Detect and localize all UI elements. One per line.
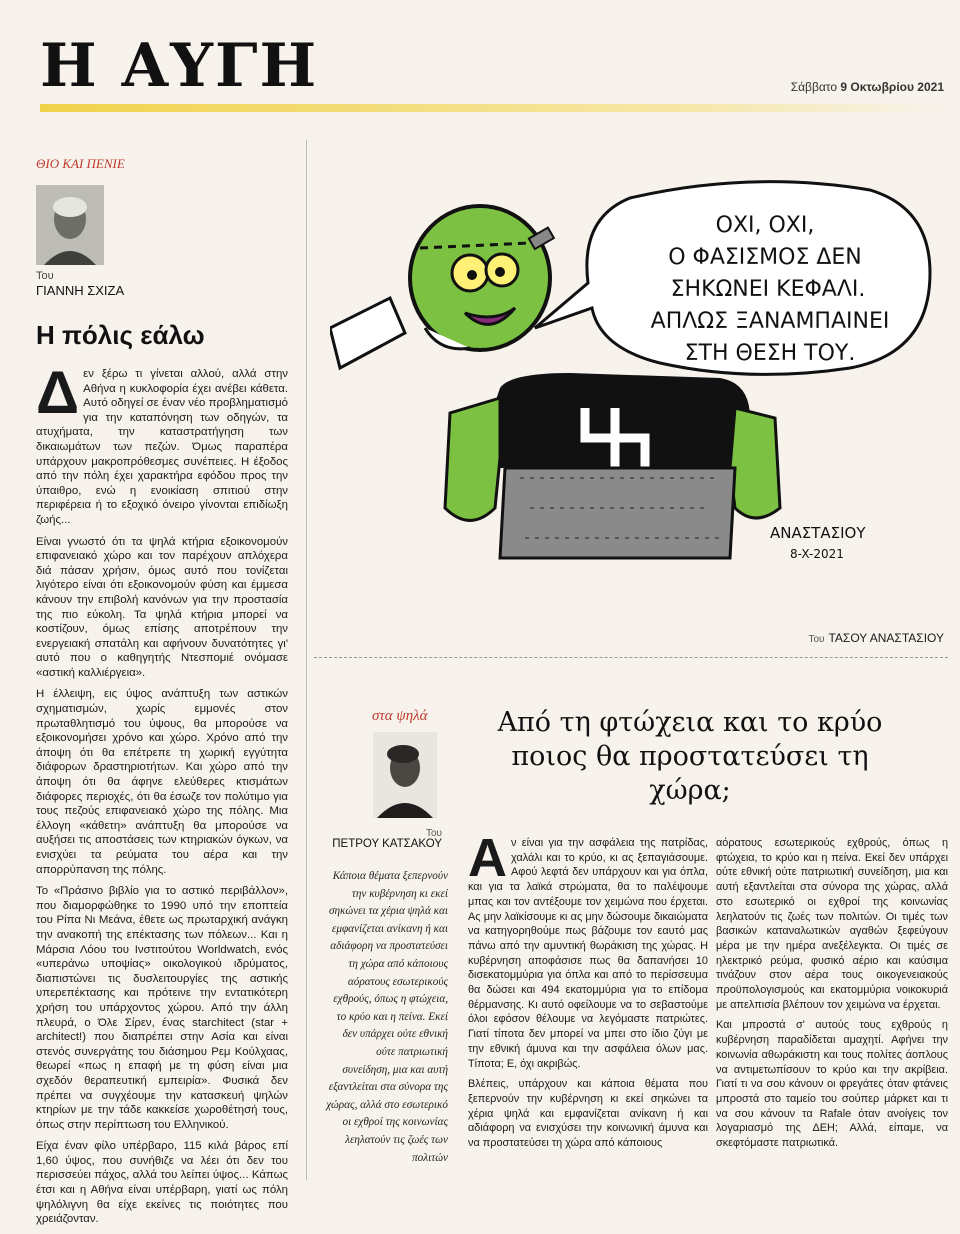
column-paragraph: Το «Πράσινο βιβλίο για το αστικό περιβάλλον», που διαμορφώθηκε το 1990 υπό την εποπτεία του Ρίπα Νι Μεάνα, έθετε ως πρωταρχική ανάγκη την ανακοπή της επέκτασης των πόλεων... Και η Μάρσια Λόου του Ινστιτούτου Worldwatch, ενός «υπεράνω υποψίας» οικολογικού ιδρύματος, διαπιστώνει τις δυσλειτουργίες της αστικής υπερεπέκτασης και πρότεινε την εντατικότερη χρήση του υπάρχοντος χώρου. Από την άλλη πλευρά, ο Όλε Σίρεν, ένας starchitect (star + architect!) που διαπρέπει στην Ασία και είναι στενός συνεργάτης του διάσημου Ρεμ Κούλχαας, θεωρεί «πως η επαφή με τη φύση είναι μια σχεδόν θεραπευτική εμπειρία». Φυσικά δεν πρέπει να συγχέουμε την κατασκευή ψηλών κτηρίων με την τάδε κακκείσε χωροθέτησή τους, όπως στην περίπτωση του Ελληνικού.	[36, 885, 288, 1131]
cartoonist-signature	[770, 524, 866, 561]
feature-column-2	[716, 836, 948, 1157]
column-kicker: ΘΙΟ ΚΑΙ ΠΕΝΙΕ	[36, 156, 125, 171]
column-body	[36, 359, 288, 1234]
cartoon-credit-name: ΤΑΣΟΥ ΑΝΑΣΤΑΣΙΟΥ	[828, 631, 944, 645]
column-paragraph: Είχα έναν φίλο υπέρβαρο, 115 κιλά βάρος επί 1,60 ύψος, που συνήθιζε να λέει ότι δεν του περισσεύει πάχος, αλλά του λείπει ύψος... Κάπως έτσι και η Αθήνα είναι υπέρβαρη, γιατί ως πόλη ψηλόλιγνη θα είχε εκείνες τις ποιότητες που χρειάζονταν.	[36, 1140, 288, 1226]
feature-byline-prefix: Του	[425, 828, 442, 839]
feature-author: ΠΕΤΡΟΥ ΚΑΤΣΑΚΟΥ	[332, 838, 442, 850]
speech-line: ΟΧΙ, ΟΧΙ,	[715, 213, 815, 238]
feature-kicker: στα ψηλά	[372, 708, 428, 724]
speech-line: ΑΠΛΩΣ ΞΑΝΑΜΠΑΙΝΕΙ	[650, 309, 890, 334]
cartoon-credit	[808, 631, 944, 645]
issue-date	[791, 80, 944, 94]
svg-text:ΑΝΑΣΤΑΣΙΟΥ: ΑΝΑΣΤΑΣΙΟΥ	[770, 524, 866, 542]
issue-day: Σάββατο	[790, 80, 838, 94]
body-figure	[445, 373, 780, 558]
speech-line: Ο ΦΑΣΙΣΜΟΣ ΔΕΝ	[668, 245, 862, 270]
column-author: ΓΙΑΝΝΗ ΣΧΙΖΑ	[36, 283, 125, 298]
column-byline-prefix: Του	[36, 270, 54, 282]
feature-dropcap: Α	[468, 828, 507, 888]
feature-column-1	[468, 828, 708, 1157]
column-title: Η πόλις εάλω	[36, 320, 205, 350]
held-head	[330, 206, 554, 368]
cartoon-credit-prefix: Του	[808, 634, 825, 645]
speech-line: ΣΤΗ ΘΕΣΗ ΤΟΥ.	[684, 341, 856, 366]
feature-paragraph: Βλέπεις, υπάρχουν και κάποια θέματα που ξεπερνούν την κυβέρνηση κι εκεί σηκώνει τα χέρια ψηλά και εμφανίζεται ανίκανη ή και αδιάφορη να ενισχύσει την κοινωνική άμυνα και να προστατεύσει τη χώρα από κάποιους	[468, 1078, 708, 1150]
column-divider	[306, 140, 307, 1180]
political-cartoon	[330, 178, 940, 598]
feature-author-photo	[373, 732, 437, 818]
feature-pullquote: Κάποια θέματα ξεπερνούν την κυβέρνηση κι εκεί σηκώνει τα χέρια ψηλά και εμφανίζεται ανίκανη ή και αδιάφορη να προστατεύσει τη χώρα από κάποιους αόρατους εσωτερικούς εχθρούς, όπως η φτώχεια, το κρύο και η πείνα. Εκεί δεν υπάρχει ούτε εθνική ούτε πατριωτική συνείδηση, μια και αυτή εξαντλείται στα σύνορα της χώρας, αλλά στο εσωτερικό οι εχθροί της κοινωνίας λεηλατούν τις ζωές των πολιτών	[326, 870, 448, 1164]
speech-line: ΣΗΚΩΝΕΙ ΚΕΦΑΛΙ.	[670, 277, 866, 302]
column-dropcap: Δ	[36, 359, 80, 426]
svg-text:8-X-2021: 8-X-2021	[790, 547, 844, 561]
masthead-rule	[40, 104, 948, 112]
column-paragraph: Η έλλειψη, εις ύψος ανάπτυξη των αστικών σχηματισμών, χωρίς εμμονές στον πρωταθλητισμό του ύψους, θα μπορούσε να εξοικονομήσει χρόνο και χώρο. Χρόνο από την άποψη ότι θα επέτρεπε τη χωρική εγγύτητα διάφορων δραστηριοτήτων. Και χώρο από την άποψη ότι θα άφηνε ελεύθερες κτισμάτων διάφορες περιοχές, ότι θα έσωζε τον πολύτιμο για τους πεζούς επιφανειακό χώρο της πόλης. Μια έλλογη «κάθετη» ανάπτυξη θα μπορούσε να αυξήσει τις αποστάσεις των κτηριακών όγκων, να ενισχύει τα ρεύματα του αέρα και την απορρύπανση της πόλης.	[36, 688, 288, 876]
feature-title: Από τη φτώχεια και το κρύο ποιος θα προστατεύσει τη χώρα;	[497, 707, 883, 806]
section-divider	[314, 657, 948, 658]
column-paragraph: Είναι γνωστό ότι τα ψηλά κτήρια εξοικονομούν επιφανειακό χώρο και τον παρέχουν απλόχερα διά πάσαν χρήσιν, όμως αυτό που τονίζεται λιγότερο είναι ότι εξοικονομούν φύση και έμμεσα κάνουν την επιβολή κανόνων για την προστασία της πιο εύκολη. Τα ψηλά κτήρια μπορεί να κοστίζουν, όμως επίσης αποτρέπουν την ενεργειακή σπατάλη και αφήνουν δυνατότητες γι' αυτό που ο καθηγητής Ντεσπομιέ ονόμασε «αστική καλλιέργεια».	[36, 535, 288, 679]
feature-paragraph: αόρατους εσωτερικούς εχθρούς, όπως η φτώχεια, το κρύο και η πείνα. Εκεί δεν υπάρχει ούτε εθνική ούτε πατριωτική συνείδηση, μια και αυτή εξαντλείται στα σύνορα της χώρας, αλλά στο εσωτερικό οι εχθροί της κοινωνίας λεηλατούν τις ζωές των πολιτών. Οι τιμές των βασικών καταναλωτικών αγαθών ξεφεύγουν μέρα με την ημέρα ανεξέλεγκτα. Οι τιμές σε ηλεκτρικό ρεύμα, φυσικό αέριο και καύσιμα τινάζουν στον αέρα τους οικογενειακούς προϋπολογισμούς και εκατομμύρια νοικοκυριά με απελπισία βλέπουν τον χειμώνα να έρχεται.	[716, 837, 948, 1011]
feature-paragraph: Αν είναι για την ασφάλεια της πατρίδας, χαλάλι και το κρύο, κι ας ξεπαγιάσουμε. Αφού λεφτά δεν υπάρχουν και για όπλα, και για τα λαϊκά στρώματα, θα το παλέψουμε μπας και τον αντέξουμε τον χειμώνα που έρχεται. Ας μην λαϊκίσουμε κι ας μην δώσουμε δικαιώματα να κατηγορηθούμε πως βάζουμε τον εαυτό μας πάνω από την αμυντική θωράκιση της χώρας. Η κυβέρνηση αποφάσισε πως θα δαπανήσει 10 δισεκατομμύρια για όπλα και από το περίσσευμα θα δώσει και 494 εκατομμύρια για το επίδομα θέρμανσης. Κι αυτό οφείλουμε να το σεβαστούμε όλοι εφόσον θέλουμε να λεγόμαστε πατριώτες. Γιατί τίποτα δεν μπορεί να μπει στο ίδιο ζύγι με την εθνική άμυνα και την ασφάλεια όλων μας. Τίποτα; Ε, όχι ακριβώς.	[468, 828, 708, 1070]
author-photo	[36, 185, 104, 265]
feature-paragraph: Και μπροστά σ' αυτούς τους εχθρούς η κυβέρνηση παραδίδεται αμαχητί. Αφήνει την κοινωνία αθωράκιστη και τους πολίτες άοπλους να αντιμετωπίσουν το κρύο και την ακρίβεια. Γιατί τι να σου κάνουν οι φρεγάτες όταν φτάνεις μπροστά στο ταμείο του σούπερ μάρκετ και τι να σου κάνουν τα Rafale όταν ανοίγεις τον λογαριασμό της ΔΕΗ; Αλλά, είπαμε, να σκεφτόμαστε πατριωτικά.	[716, 1019, 948, 1150]
issue-date-value: 9 Οκτωβρίου 2021	[840, 80, 944, 94]
column-paragraph: Δεν ξέρω τι γίνεται αλλού, αλλά στην Αθήνα η κυκλοφορία έχει ανέβει κάθετα. Αυτό οδηγεί σε έναν νέο προβληματισμό για την καταπόνηση των οδηγών, τα ατυχήματα, την καταστρατήγηση των δικαιωμάτων των πεζών. Όμως παραπέρα υπάρχουν μακροπρόθεσμες συνέπειες. Η έξοδος από την πόλη έχει χαρακτήρα εφόδου προς την ύπαιθρο, ενώ η ενοικίαση σπιτιού στην περιφέρεια ή το εξοχικό όνειρο γίνονται επιδίωξη ζωής...	[36, 359, 288, 526]
masthead-title: Η ΑΥΓΗ	[40, 31, 319, 101]
